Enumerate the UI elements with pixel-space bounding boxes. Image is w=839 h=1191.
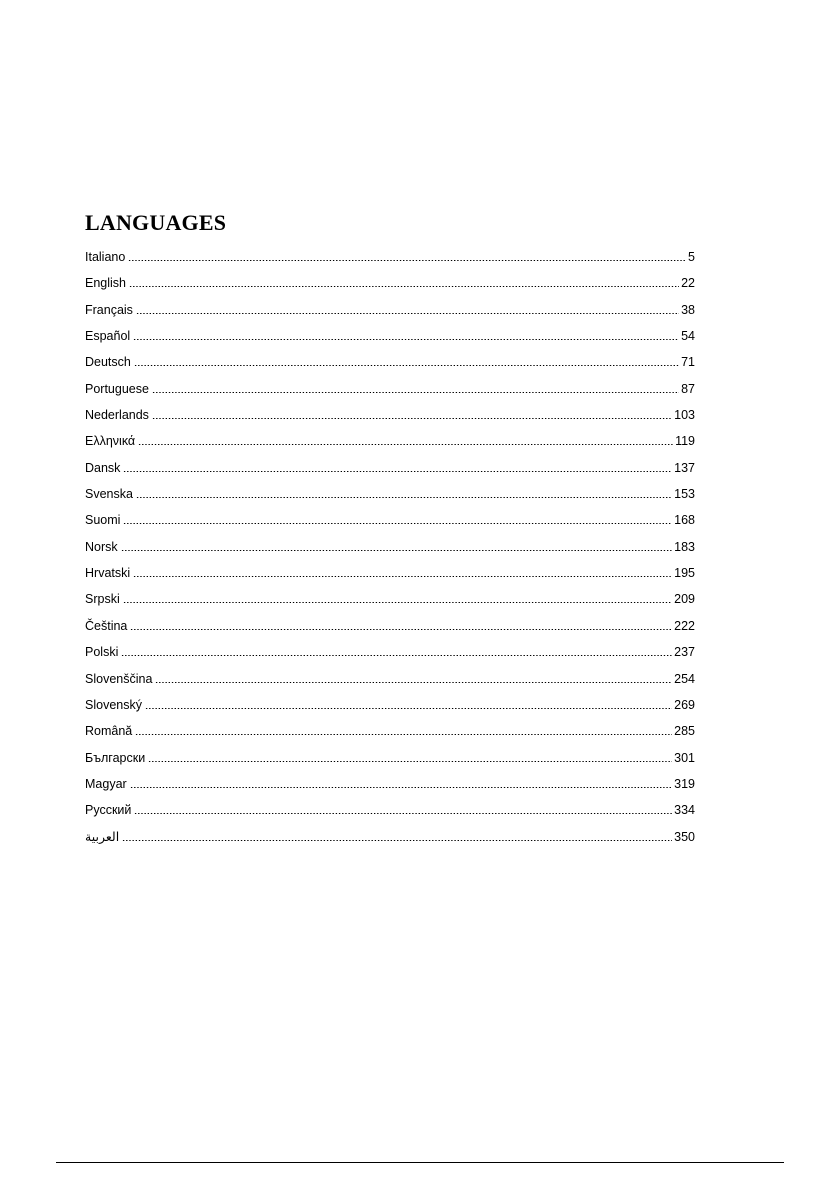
toc-entry-page: 254 bbox=[674, 671, 695, 686]
toc-entry-label: Română bbox=[85, 724, 133, 739]
toc-entry-page: 183 bbox=[674, 539, 695, 554]
dot-leader bbox=[148, 749, 672, 762]
dot-leader bbox=[133, 564, 672, 577]
toc-entry[interactable] bbox=[85, 773, 695, 799]
toc-entry-label: Polski bbox=[85, 645, 119, 660]
toc-entry-label: Portuguese bbox=[85, 381, 149, 396]
toc-entry-page: 71 bbox=[681, 355, 695, 370]
dot-leader bbox=[138, 432, 673, 445]
toc-entry[interactable] bbox=[85, 536, 695, 562]
toc-entry-page: 38 bbox=[681, 302, 695, 317]
toc-entry[interactable] bbox=[85, 694, 695, 720]
toc-entry-label: Dansk bbox=[85, 460, 121, 475]
toc-entry-page: 237 bbox=[674, 645, 695, 660]
toc-entry-label: Srpski bbox=[85, 592, 120, 607]
dot-leader bbox=[134, 353, 679, 366]
toc-entry[interactable] bbox=[85, 457, 695, 483]
toc-entry-label: Magyar bbox=[85, 776, 127, 791]
toc-entry[interactable] bbox=[85, 641, 695, 667]
toc-entry[interactable] bbox=[85, 272, 695, 298]
toc-entry[interactable] bbox=[85, 615, 695, 641]
toc-entry-page: 54 bbox=[681, 329, 695, 344]
footer-divider bbox=[56, 1162, 784, 1163]
dot-leader bbox=[129, 274, 679, 287]
toc-entry[interactable] bbox=[85, 404, 695, 430]
toc-entry-label: Slovenský bbox=[85, 697, 142, 712]
toc-entry-page: 301 bbox=[674, 750, 695, 765]
toc-entry-label: Български bbox=[85, 750, 146, 765]
toc-entry-page: 153 bbox=[674, 487, 695, 502]
dot-leader bbox=[136, 301, 679, 314]
dot-leader bbox=[130, 775, 672, 788]
dot-leader bbox=[128, 248, 686, 261]
toc-entry-label: Hrvatski bbox=[85, 566, 131, 581]
dot-leader bbox=[123, 590, 672, 603]
toc-entry-page: 285 bbox=[674, 724, 695, 739]
toc-entry[interactable] bbox=[85, 299, 695, 325]
toc-entry[interactable] bbox=[85, 562, 695, 588]
dot-leader bbox=[155, 670, 672, 683]
toc-entry-page: 209 bbox=[674, 592, 695, 607]
toc-entry[interactable] bbox=[85, 246, 695, 272]
toc-entry-label: English bbox=[85, 276, 126, 291]
toc-entry-label: Svenska bbox=[85, 487, 133, 502]
dot-leader bbox=[121, 643, 672, 656]
toc-entry[interactable] bbox=[85, 668, 695, 694]
toc-entry-page: 103 bbox=[674, 408, 695, 423]
toc-entry-page: 22 bbox=[681, 276, 695, 291]
toc-entry-label: Suomi bbox=[85, 513, 121, 528]
toc-entry-page: 5 bbox=[688, 250, 695, 264]
toc-entry-page: 137 bbox=[674, 460, 695, 475]
dot-leader bbox=[133, 327, 679, 340]
toc-entry[interactable] bbox=[85, 325, 695, 351]
toc-entry-label: Ελληνικά bbox=[85, 434, 136, 449]
dot-leader bbox=[152, 406, 672, 419]
dot-leader bbox=[134, 801, 672, 814]
toc-entry-page: 319 bbox=[674, 776, 695, 791]
toc-entry-page: 168 bbox=[674, 513, 695, 528]
dot-leader bbox=[130, 617, 672, 630]
toc-entry[interactable] bbox=[85, 509, 695, 535]
toc-entry[interactable] bbox=[85, 588, 695, 614]
toc-entry-label: Русский bbox=[85, 803, 132, 818]
table-of-contents bbox=[85, 246, 695, 852]
dot-leader bbox=[122, 828, 672, 841]
toc-entry[interactable] bbox=[85, 747, 695, 773]
toc-entry[interactable] bbox=[85, 351, 695, 377]
dot-leader bbox=[145, 696, 672, 709]
dot-leader bbox=[152, 380, 679, 393]
toc-entry[interactable] bbox=[85, 799, 695, 825]
toc-entry[interactable] bbox=[85, 430, 695, 456]
toc-entry[interactable] bbox=[85, 378, 695, 404]
toc-entry[interactable] bbox=[85, 483, 695, 509]
toc-entry-label: Español bbox=[85, 329, 131, 344]
toc-entry[interactable] bbox=[85, 826, 695, 852]
toc-entry-page: 350 bbox=[674, 829, 695, 844]
toc-entry-label: Deutsch bbox=[85, 355, 131, 370]
toc-entry-label: Slovenščina bbox=[85, 671, 153, 686]
toc-entry-label: العربية bbox=[85, 829, 120, 844]
toc-entry-page: 334 bbox=[674, 803, 695, 818]
toc-entry-label: Italiano bbox=[85, 250, 126, 264]
page-title: LANGUAGES bbox=[85, 210, 227, 235]
toc-entry[interactable] bbox=[85, 720, 695, 746]
toc-entry-page: 222 bbox=[674, 618, 695, 633]
dot-leader bbox=[135, 722, 672, 735]
dot-leader bbox=[123, 511, 672, 524]
toc-entry-page: 195 bbox=[674, 566, 695, 581]
toc-entry-page: 269 bbox=[674, 697, 695, 712]
toc-entry-page: 119 bbox=[675, 434, 695, 449]
toc-entry-label: Français bbox=[85, 302, 133, 317]
dot-leader bbox=[123, 459, 672, 472]
dot-leader bbox=[136, 485, 672, 498]
toc-entry-label: Nederlands bbox=[85, 408, 149, 423]
toc-entry-label: Čeština bbox=[85, 618, 128, 633]
toc-entry-label: Norsk bbox=[85, 539, 118, 554]
toc-entry-page: 87 bbox=[681, 381, 695, 396]
dot-leader bbox=[121, 538, 672, 551]
